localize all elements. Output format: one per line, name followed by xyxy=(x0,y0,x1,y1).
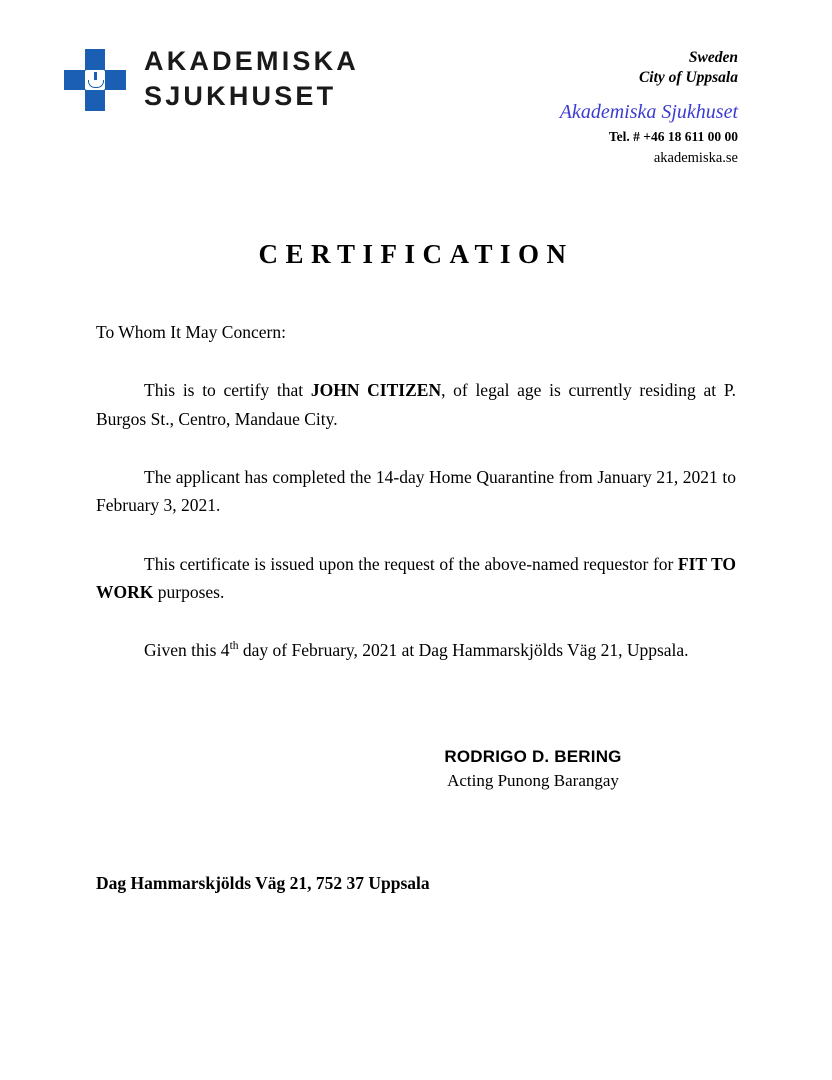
signatory-role: Acting Punong Barangay xyxy=(447,770,619,790)
brand-line-1: AKADEMISKA xyxy=(144,46,360,76)
footer-address: Dag Hammarskjölds Väg 21, 752 37 Uppsala xyxy=(96,872,430,893)
purpose-text-pre: This certificate is issued upon the request of the above-named requestor for xyxy=(144,553,678,574)
page-title: CERTIFICATION xyxy=(258,239,574,270)
header-country: Sweden xyxy=(688,49,738,66)
document-header xyxy=(0,0,832,167)
given-text-post: day of February, 2021 at Dag Hammarskjölds Väg 21, Uppsala. xyxy=(238,640,689,661)
paragraph-given-date xyxy=(96,636,736,664)
header-contact-block xyxy=(560,44,738,167)
medical-cross-icon xyxy=(64,49,126,111)
certify-text-post: , of legal age is currently residing at P. Burgos St., Centro, Mandaue City. xyxy=(96,380,736,429)
signature-block xyxy=(0,747,832,791)
salutation: To Whom It May Concern: xyxy=(96,322,286,343)
subject-name: JOHN CITIZEN xyxy=(310,380,442,401)
purpose-text-post: purposes. xyxy=(153,582,225,603)
paragraph-certify xyxy=(96,376,736,433)
brand-line-2: SJUKHUSET xyxy=(144,80,337,111)
brand-name xyxy=(144,44,359,113)
document-body xyxy=(0,318,832,665)
certify-text-pre: This is to certify that xyxy=(144,380,311,401)
paragraph-purpose xyxy=(96,550,736,607)
purpose-highlight: FIT TO WORK xyxy=(96,553,736,603)
given-text-pre: Given this 4 xyxy=(144,640,230,661)
signatory-name: RODRIGO D. BERING xyxy=(444,746,622,766)
paragraph-quarantine: The applicant has completed the 14-day Home Quarantine from January 21, 2021 to February 3, 2021. xyxy=(96,467,736,516)
header-city: City of Uppsala xyxy=(638,68,738,86)
header-telephone: Tel. # +46 18 611 00 00 xyxy=(608,129,738,145)
header-website[interactable]: akademiska.se xyxy=(653,149,738,166)
ordinal-suffix: th xyxy=(229,640,239,653)
header-hospital-name: Akademiska Sjukhuset xyxy=(559,100,738,123)
brand-block xyxy=(64,44,359,113)
